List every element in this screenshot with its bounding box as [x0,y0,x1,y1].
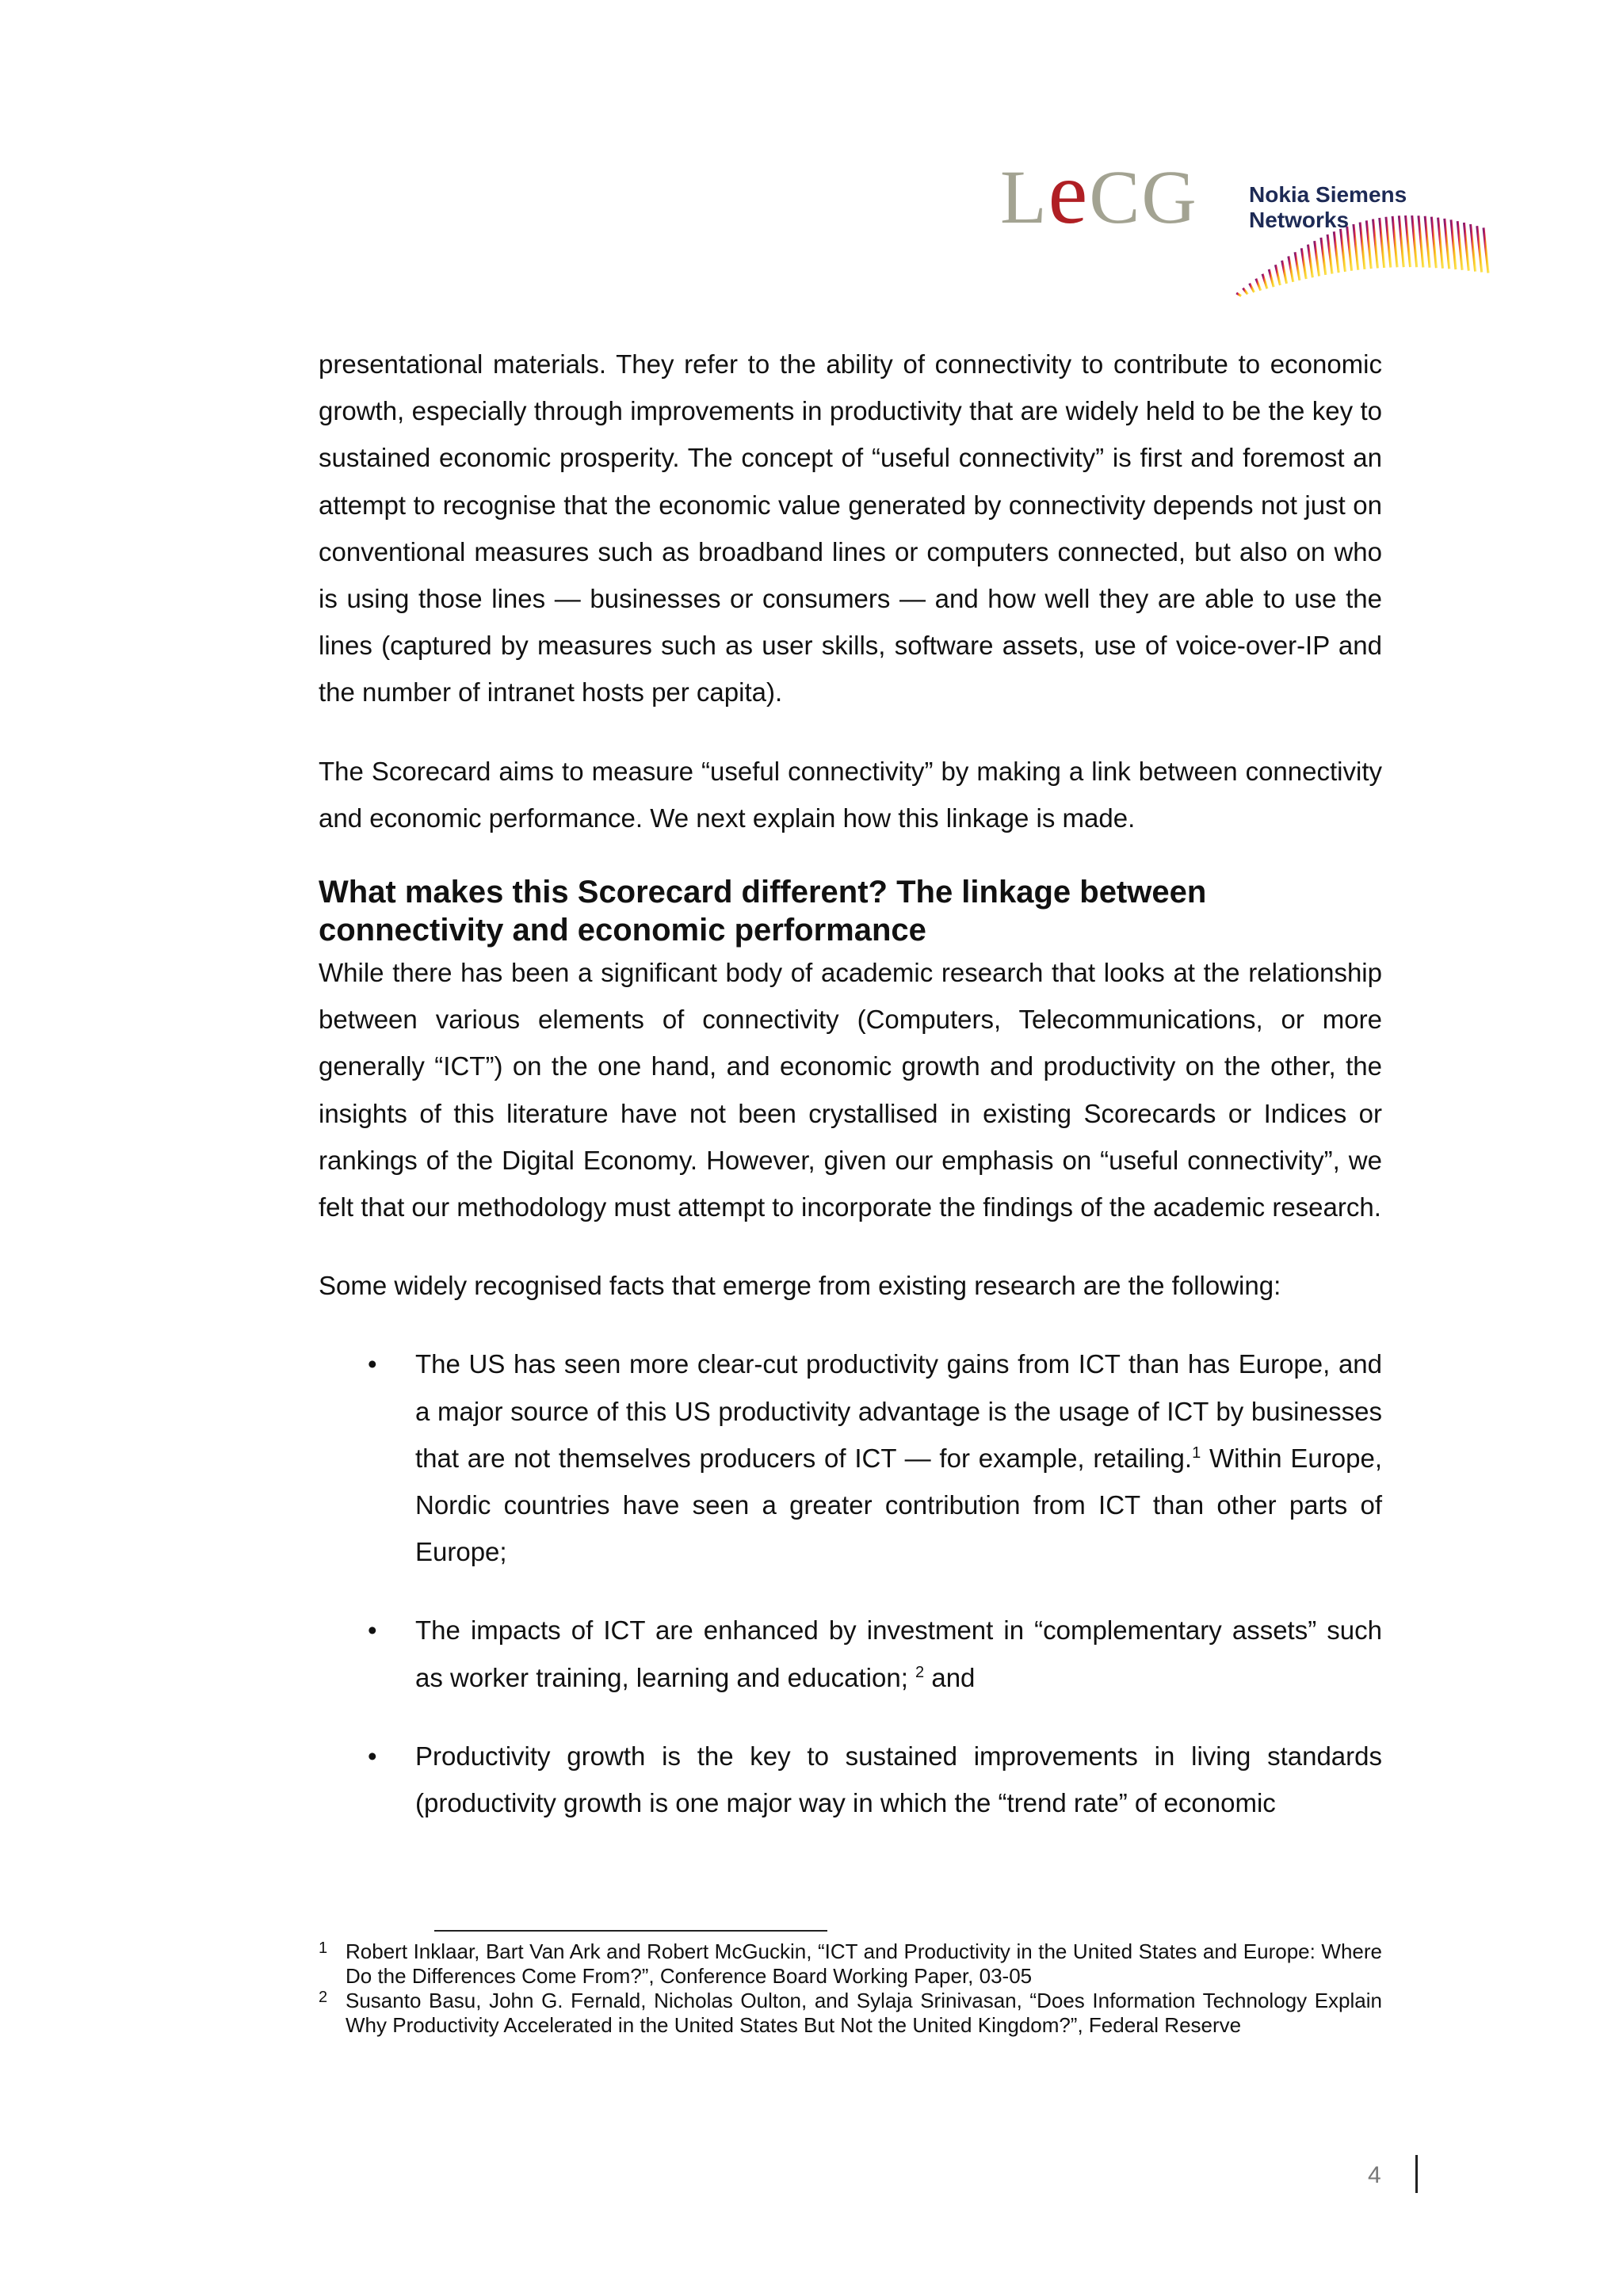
paragraph-scorecard-aim: The Scorecard aims to measure “useful connectivity” by making a link between connectivity and economic performance. We next explain how this linkage is made. [319,756,1382,833]
nsn-wave-stroke [1464,223,1468,271]
page-number: 4 [1368,2162,1381,2188]
lecg-logo-l: L [1000,154,1048,239]
nsn-wave-stroke [1256,279,1261,291]
nsn-wordmark-line1: Nokia Siemens [1249,182,1407,207]
nsn-wave-stroke [1269,269,1274,287]
nsn-wave-stroke [1438,218,1443,269]
list-item-text [415,1341,1382,1575]
nsn-wave-stroke [1308,245,1312,278]
bullet-icon: • [368,1741,377,1771]
lecg-logo-e: e [1048,144,1090,242]
list-item [319,1733,1382,1826]
nsn-wave-stroke [1412,215,1417,267]
list-item [319,1607,1382,1700]
footnote-ref: 2 [915,1663,925,1681]
section-heading: What makes this Scorecard different? The linkage between connectivity and economic performance [319,875,1207,948]
nsn-wordmark [1249,182,1407,233]
nsn-wave-stroke [1262,274,1267,289]
nsn-wave-stroke [1471,224,1476,272]
list-item-text-after: and [924,1662,976,1692]
bullet-icon: • [368,1349,377,1379]
nsn-wave-stroke [1289,256,1293,281]
nsn-wave-stroke [1275,265,1280,285]
nsn-wave-stroke [1477,226,1482,272]
footnote-text: Robert Inklaar, Bart Van Ark and Robert McGuckin, “ICT and Productivity in the United States and Europe: Where Do the Differences Come From?”, Conference Board Working Paper, 03-05 [346,1939,1382,1988]
list-item-text-after: Within Europe, Nordic countries have seen a greater contribution from ICT than other parts of Europe; [415,1443,1383,1567]
list-item-text-before: The US has seen more clear-cut productivity gains from ICT than has Europe, and a major source of this US productivity advantage is the usage of ICT by businesses that are not themselves producers of ICT — for example, retailing. [415,1349,1382,1473]
nsn-wave-stroke [1347,227,1352,271]
nsn-wordmark-line2: Networks [1249,208,1350,232]
bullet-icon: • [368,1615,377,1646]
list-item-text-before: Productivity growth is the key to sustained improvements in living standards (productivity growth is one major way in which the “trend rate” of economic [415,1741,1382,1818]
nsn-wave-stroke [1334,231,1338,273]
list-item-text-before: The impacts of ICT are enhanced by investment in “complementary assets” such as worker training, learning and education; [415,1615,1382,1692]
document-body [319,341,1382,1858]
nsn-wave-stroke [1419,215,1423,267]
footnote-text: Susanto Basu, John G. Fernald, Nicholas Oulton, and Sylaja Srinivasan, “Does Information Technology Explain Why Productivity Accelerated in the United States But Not the United Kingdom?”, Federal Reserve [346,1989,1382,2037]
footnote-1 [319,1939,1382,1989]
nsn-wave-stroke [1340,229,1345,272]
footnote-ref: 1 [1192,1444,1201,1462]
nokia-siemens-networks-logo [1227,179,1490,299]
lecg-logo-cg: CG [1089,154,1198,239]
paragraph-useful-connectivity: presentational materials. They refer to the ability of connectivity to contribute to economic growth, especially through improvements in productivity that are widely held to be the key to sustained economic prosperity. The concept of “useful connectivity” is first and foremost an attempt to recognise that the economic value generated by connectivity depends not just on conventional measures such as broadband lines or computers connected, but also on who is using those lines — businesses or consumers — and how well they are able to use the lines (captured by measures such as user skills, software assets, use of voice-over-IP and the number of intranet hosts per capita). [319,349,1382,707]
list-item [319,1341,1382,1575]
nsn-wave-stroke [1484,227,1488,273]
nsn-wave-stroke [1425,216,1430,268]
footnote-number: 1 [319,1939,328,1957]
nsn-wave-stroke [1250,284,1254,292]
footnote-number: 2 [319,1989,328,2006]
footnote-2 [319,1989,1382,2038]
nsn-wave-stroke [1321,238,1326,275]
footnote-separator [434,1930,827,1932]
nsn-wave-stroke [1327,235,1332,274]
nsn-wave-stroke [1236,293,1241,296]
nsn-wave-stroke [1282,261,1287,284]
list-item-text [415,1733,1382,1826]
nsn-wave-stroke [1243,288,1247,295]
nsn-wave-stroke [1457,221,1462,270]
nsn-wave-stroke [1315,241,1319,276]
lecg-logo [1000,144,1198,242]
page-number-divider [1415,2155,1418,2193]
nsn-wave-stroke [1451,219,1456,269]
facts-list [319,1341,1382,1826]
nsn-wave-stroke [1301,248,1306,279]
nsn-wave-stroke [1295,252,1300,280]
nsn-wave-stroke [1445,219,1449,269]
paragraph-academic-research: While there has been a significant body of academic research that looks at the relationship between various elements of connectivity (Computers, Telecommunications, or more generally “ICT”) on the one hand, and economic growth and productivity on the other, the insights of this literature have not been crystallised in existing Scorecards or Indices or rankings of the Digital Economy. However, given our emphasis on “useful connectivity”, we felt that our methodology must attempt to incorporate the findings of the academic research. [319,958,1382,1222]
footnotes [319,1939,1382,2038]
paragraph-facts-intro: Some widely recognised facts that emerge from existing research are the following: [319,1271,1281,1301]
nsn-wave-stroke [1431,217,1436,269]
list-item-text [415,1607,1382,1700]
